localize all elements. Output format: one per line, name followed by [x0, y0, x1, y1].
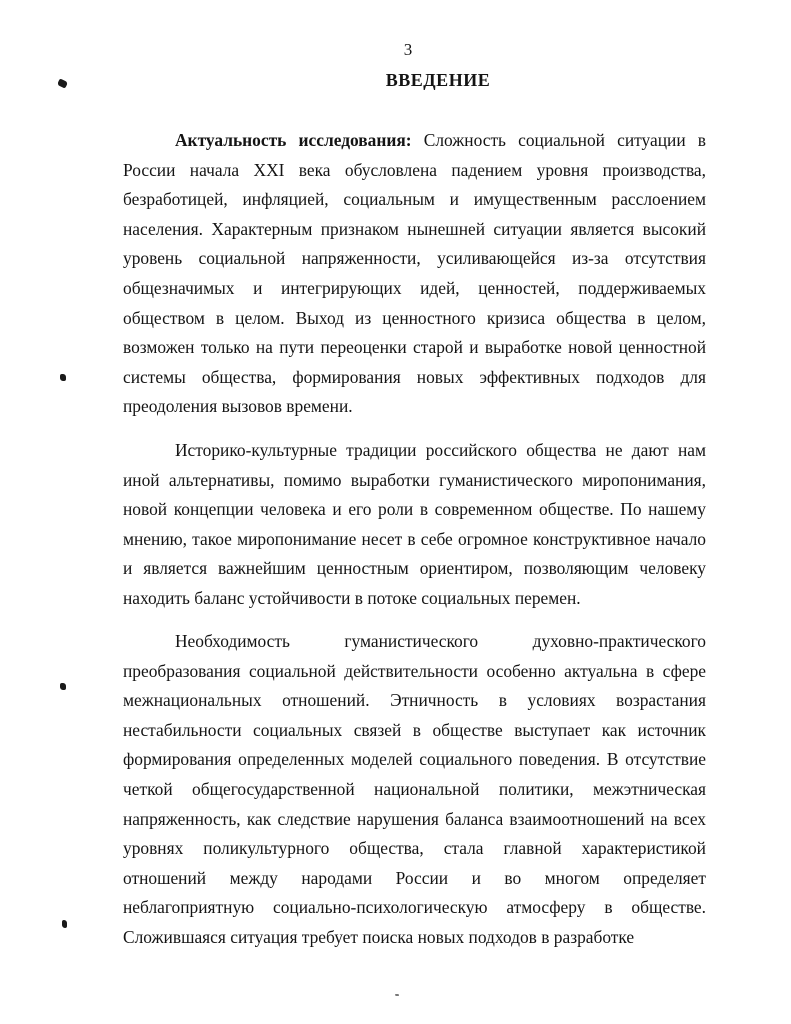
paragraph-text: Историко-культурные традиции российского общества не дают нам иной альтернативы, помимо выработки гуманистического миропонимания, новой концепции человека и его роли в современном обществе. По нашему мнению, такое миропонимание несет в себе огромное конструктивное начало и является важнейшим ценностным ориентиром, позволяющим человеку находить баланс устойчивости в потоке социальных перемен.	[123, 440, 706, 608]
paragraph-necessity	[123, 627, 706, 953]
scan-speck	[62, 920, 67, 928]
paragraph-relevance	[123, 126, 706, 422]
page-title: ВВЕДЕНИЕ	[385, 70, 491, 90]
scan-speck	[60, 683, 66, 690]
scan-speck	[395, 994, 399, 996]
paragraph-text: Необходимость гуманистического духовно-практического преобразования социальной действительности особенно актуальна в сфере межнациональных отношений. Этничность в условиях возрастания нестабильности социальных связей в обществе выступает как источник формирования определенных моделей социального поведения. В отсутствие четкой общегосударственной национальной политики, межэтническая напряженность, как следствие нарушения баланса взаимоотношений на всех уровнях поликультурного общества, стала главной характеристикой отношений между народами России и во многом определяет неблагоприятную социально-психологическую атмосферу в обществе. Сложившаяся ситуация требует поиска новых подходов в разработке	[123, 631, 706, 947]
relevance-label: Актуальность исследования:	[175, 130, 412, 150]
page-number: 3	[403, 40, 413, 59]
paragraph-text: Сложность социальной ситуации в России начала XXI века обусловлена падением уровня производства, безработицей, инфляцией, социальным и имущественным расслоением населения. Характерным признаком нынешней ситуации является высокий уровень социальной напряженности, усиливающейся из-за отсутствия общезначимых и интегрирующих идей, ценностей, поддерживаемых обществом в целом. Выход из ценностного кризиса общества в целом, возможен только на пути переоценки старой и выработке новой ценностной системы общества, формирования новых эффективных подходов для преодоления вызовов времени.	[123, 130, 706, 417]
paragraph-traditions	[123, 436, 706, 614]
scan-speck	[60, 374, 66, 381]
